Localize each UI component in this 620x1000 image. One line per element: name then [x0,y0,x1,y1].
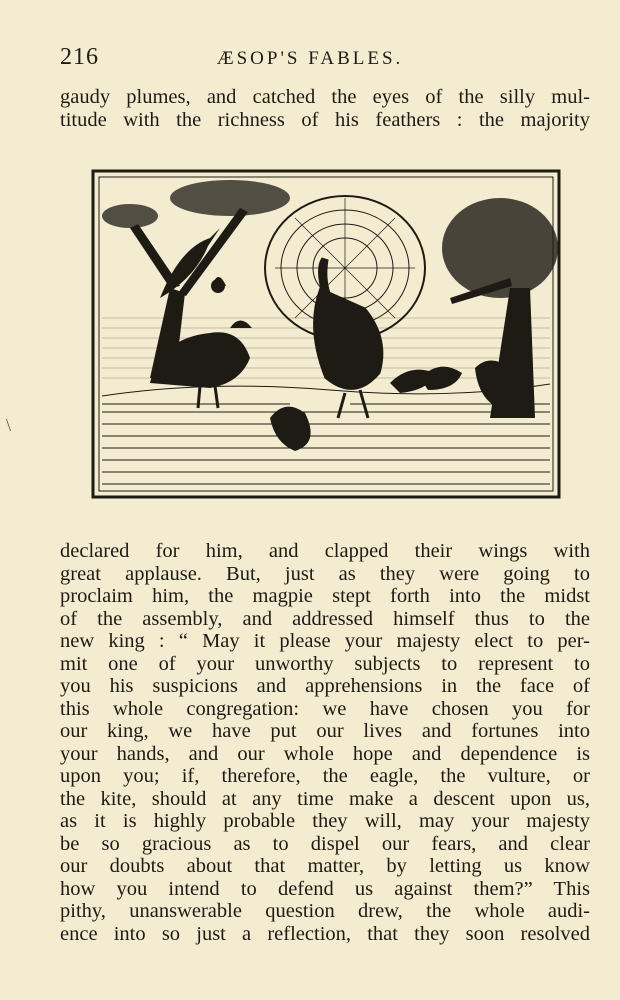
text-line: our king, we have put our lives and fortunes into [60,720,590,742]
small-birds [270,361,513,452]
text-line: titude with the richness of his feathers : the majority [60,108,590,131]
text-line: the kite, should at any time make a descent upon us, [60,787,590,810]
text-line: be so gracious as to dispel our fears, and clear [60,832,590,855]
text-line: declared for him, and clapped their wings with [60,540,590,562]
text-line: our doubts about that matter, by letting us know [60,855,590,877]
paragraph-bottom [60,540,590,945]
bird-on-branch [160,228,226,298]
text-line: you his suspicions and apprehensions in the face of [60,675,590,697]
text-line: mit one of your unworthy subjects to represent to [60,652,590,675]
ground-hatching [102,384,550,484]
text-line: pithy, unanswerable question drew, the whole audi- [60,900,590,922]
page-number: 216 [60,44,99,70]
text-line: gaudy plumes, and catched the eyes of the silly mul- [60,86,590,108]
text-line: new king : “ May it please your majesty elect to per- [60,630,590,652]
margin-mark: \ [6,415,12,435]
running-head: ÆSOP'S FABLES. [216,48,404,69]
text-line: of the assembly, and addressed himself thus to the [60,607,590,630]
woodcut-illustration [90,168,562,500]
text-line: ence into so just a reflection, that they soon resolved [60,922,590,945]
text-line: this whole congregation: we have chosen you for [60,697,590,720]
text-line: great applause. But, just as they were going to [60,562,590,585]
text-line: upon you; if, therefore, the eagle, the vulture, or [60,765,590,787]
text-line: as it is highly probable they will, may your majesty [60,810,590,832]
text-line: your hands, and our whole hope and dependence is [60,742,590,765]
paragraph-top [60,86,590,131]
text-line: proclaim him, the magpie stept forth into the midst [60,585,590,607]
text-line: how you intend to defend us against them?” This [60,877,590,900]
